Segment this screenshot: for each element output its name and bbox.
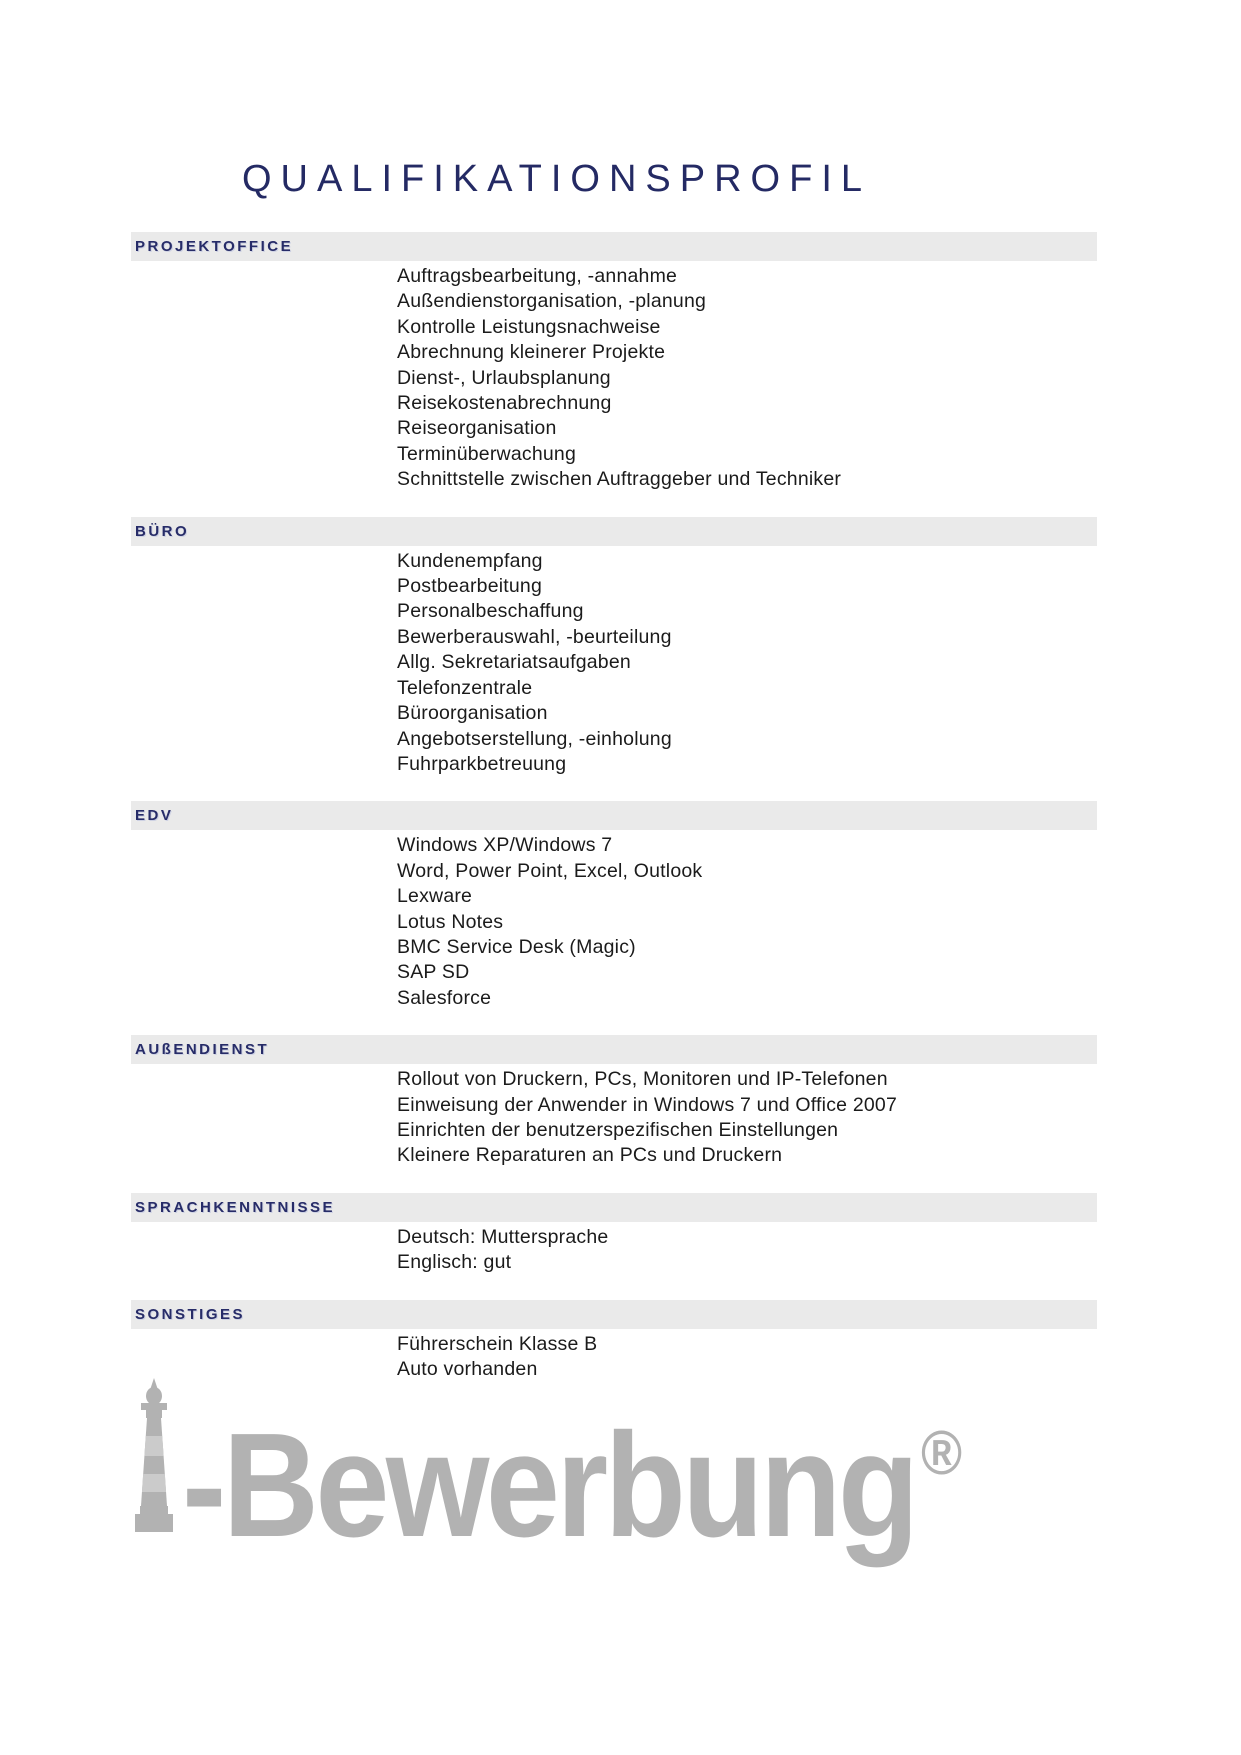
section-aussendienst bbox=[131, 1035, 1097, 1169]
list-item: Personalbeschaffung bbox=[397, 600, 584, 623]
list-item: Kleinere Reparaturen an PCs und Druckern bbox=[397, 1144, 783, 1167]
list-item: Lexware bbox=[397, 885, 473, 908]
list-item: Rollout von Druckern, PCs, Monitoren und IP-Telefonen bbox=[397, 1068, 888, 1091]
section-header-bar bbox=[131, 1300, 1097, 1329]
brand-wordmark: -Bewerbung® bbox=[182, 1403, 963, 1568]
section-item-list bbox=[131, 830, 1097, 1011]
list-item: Angebotserstellung, -einholung bbox=[397, 727, 672, 750]
section-heading: SONSTIGES bbox=[135, 1305, 246, 1323]
section-buero bbox=[131, 517, 1097, 778]
section-header-bar bbox=[131, 801, 1097, 830]
section-sonstiges bbox=[131, 1300, 1097, 1383]
list-item: Dienst-, Urlaubsplanung bbox=[397, 366, 611, 389]
list-item: Deutsch: Muttersprache bbox=[397, 1225, 609, 1248]
brand-logo bbox=[128, 1378, 1128, 1568]
section-projektoffice bbox=[131, 232, 1097, 493]
list-item: Bewerberauswahl, -beurteilung bbox=[397, 625, 672, 648]
section-header-bar bbox=[131, 1193, 1097, 1222]
list-item: Postbearbeitung bbox=[397, 575, 543, 598]
section-item-list bbox=[131, 546, 1097, 778]
list-item: BMC Service Desk (Magic) bbox=[397, 935, 636, 958]
lighthouse-icon bbox=[128, 1378, 182, 1541]
section-header-bar bbox=[131, 1035, 1097, 1064]
list-item: SAP SD bbox=[397, 961, 470, 984]
list-item: Allg. Sekretariatsaufgaben bbox=[397, 651, 631, 674]
list-item: Englisch: gut bbox=[397, 1251, 512, 1274]
list-item: Kontrolle Leistungsnachweise bbox=[397, 315, 661, 338]
section-item-list bbox=[131, 1329, 1097, 1383]
list-item: Fuhrparkbetreuung bbox=[397, 752, 567, 775]
section-heading: PROJEKTOFFICE bbox=[135, 238, 294, 255]
page-title: QUALIFIKATIONSPROFIL bbox=[241, 158, 872, 200]
section-header-bar bbox=[131, 232, 1097, 261]
list-item: Terminüberwachung bbox=[397, 442, 576, 465]
section-item-list bbox=[131, 261, 1097, 493]
section-item-list bbox=[131, 1064, 1097, 1169]
list-item: Außendienstorganisation, -planung bbox=[397, 290, 707, 313]
list-item: Reisekostenabrechnung bbox=[397, 392, 612, 415]
list-item: Telefonzentrale bbox=[397, 676, 533, 699]
list-item: Abrechnung kleinerer Projekte bbox=[397, 341, 666, 364]
list-item: Kundenempfang bbox=[397, 549, 543, 572]
section-sprachkenntnisse bbox=[131, 1193, 1097, 1276]
list-item: Auto vorhanden bbox=[397, 1358, 538, 1380]
list-item: Führerschein Klasse B bbox=[397, 1332, 598, 1355]
section-header-bar bbox=[131, 517, 1097, 546]
list-item: Einrichten der benutzerspezifischen Einstellungen bbox=[397, 1118, 839, 1141]
list-item: Windows XP/Windows 7 bbox=[397, 834, 613, 857]
section-heading: AUßENDIENST bbox=[135, 1041, 270, 1059]
section-edv bbox=[131, 801, 1097, 1011]
list-item: Auftragsbearbeitung, -annahme bbox=[397, 265, 678, 287]
registered-trademark-symbol: ® bbox=[921, 1419, 963, 1488]
section-heading: BÜRO bbox=[135, 522, 190, 540]
section-item-list bbox=[131, 1222, 1097, 1276]
list-item: Salesforce bbox=[397, 986, 492, 1009]
list-item: Büroorganisation bbox=[397, 702, 548, 725]
list-item: Word, Power Point, Excel, Outlook bbox=[397, 859, 703, 882]
list-item: Reiseorganisation bbox=[397, 417, 557, 440]
list-item: Lotus Notes bbox=[397, 910, 504, 933]
list-item: Schnittstelle zwischen Auftraggeber und Techniker bbox=[397, 468, 842, 491]
section-heading: EDV bbox=[135, 807, 174, 825]
document-body bbox=[131, 232, 1097, 1406]
section-heading: SPRACHKENNTNISSE bbox=[135, 1198, 336, 1216]
list-item: Einweisung der Anwender in Windows 7 und Office 2007 bbox=[397, 1093, 898, 1116]
